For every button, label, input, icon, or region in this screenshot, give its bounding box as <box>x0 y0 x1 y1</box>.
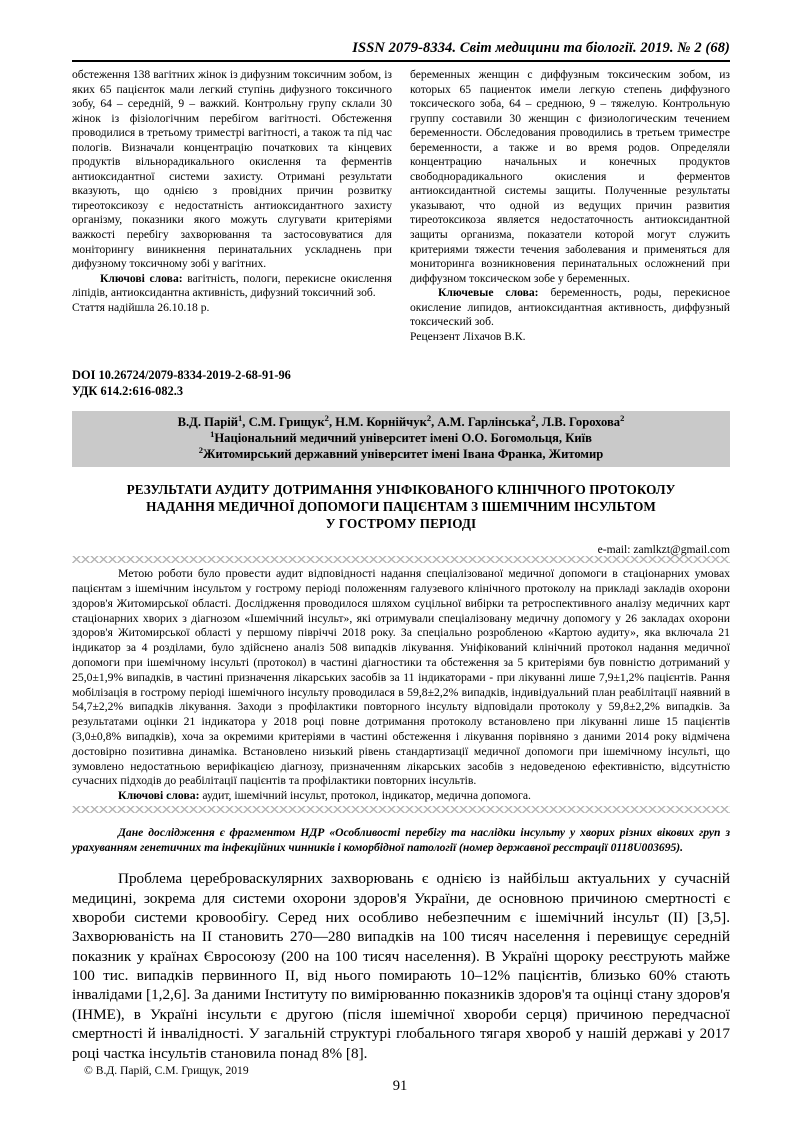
article-title-line-3: У ГОСТРОМУ ПЕРІОДІ <box>325 516 477 532</box>
main-abstract-keywords <box>72 789 730 804</box>
keywords-text-main: аудит, ішемічний інсульт, протокол, індикатор, медична допомога. <box>199 789 531 803</box>
keywords-label-ru: Ключевые слова: <box>438 286 539 300</box>
udc-line: УДК 614.2:616-082.3 <box>72 383 184 398</box>
keywords-label-main: Ключові слова: <box>118 789 200 803</box>
keywords-text-ru: беременность, роды, перекисное окисление липидов, антиоксидантная активность, диффузный токсический зоб. <box>410 286 730 329</box>
running-head-rule <box>72 60 730 62</box>
doi-line: DOI 10.26724/2079-8334-2019-2-68-91-96 <box>72 368 291 383</box>
zigzag-divider-bottom <box>72 806 730 813</box>
zigzag-divider-top <box>72 556 730 563</box>
running-head: ISSN 2079-8334. Світ медицини та біології. 2019. № 2 (68) <box>352 40 730 56</box>
article-title-line-2: НАДАННЯ МЕДИЧНОЇ ДОПОМОГИ ПАЦІЄНТАМ З ІШЕМІЧНИМ ІНСУЛЬТОМ <box>146 498 656 514</box>
reviewer-note: Рецензент Ліхачов В.К. <box>410 329 526 343</box>
abstract-uk-keywords <box>72 272 392 301</box>
article-title-line-1: РЕЗУЛЬТАТИ АУДИТУ ДОТРИМАННЯ УНІФІКОВАНОГО КЛІНІЧНОГО ПРОТОКОЛУ <box>126 481 676 497</box>
received-note: Стаття надійшла 26.10.18 р. <box>72 300 210 314</box>
keywords-label-uk: Ключові слова: <box>100 271 183 285</box>
funding-note <box>72 826 730 855</box>
contact-email: e-mail: zamlkzt@gmail.com <box>597 543 730 557</box>
abstract-uk-text: обстеження 138 вагітних жінок із дифузним токсичним зобом, із яких 65 пацієнток мали легкий ступінь дифузного токсичного зобу, 64 – середній, 9 – важкий. Контрольну групу склали 30 жінок із фізіологічним перебігом вагітності. Обстеження проводилися в третьому триместрі вагітності, а також та під час пологів. Визначали концентрацію початкових та кінцевих продуктів вільнорадикального окислення та ферментів антиоксидантної системи захисту. Отримані результати вказують, що однією з провідних причин розвитку тиреотоксикозу є недостатність антиоксидантного захисту організму, показники якого можуть слугувати критеріями важкості перебігу захворювання та застосовуватися для моніторингу виникнення перинатальних ускладнень при дифузному токсичному зобі у вагітних. <box>72 68 392 271</box>
abstract-column-ukrainian <box>72 68 392 344</box>
abstract-column-russian <box>410 68 730 344</box>
keywords-text-uk: вагітність, пологи, перекисне окислення ліпідів, антиоксидантна активність, дифузний токсичний зоб. <box>72 271 392 300</box>
article-title <box>72 481 730 532</box>
main-abstract <box>72 567 730 804</box>
main-abstract-text: Метою роботи було провести аудит відповідності надання спеціалізованої медичної допомоги в стаціонарних умовах пацієнтам з ішемічним інсультом у гострому періоді положенням галузевого клінічного протоколу на прикладі закладів охорони здоров'я Житомирської області. Дослідження проводилося шляхом суцільної вибірки та ретроспективного аналізу медичних карт стаціонарних хворих з діагнозом «Ішемічний інсульт», які отримували спеціалізовану медичну допомогу у 26 закладах охорони здоров'я Житомирської області у першому півріччі 2018 року. За спеціально розробленою «Картою аудиту», яка включала 21 індикатор за 4 розділами, було здійснено аналіз 508 випадків лікування. Уніфікований клінічний протокол надання медичної допомоги при ішемічному інсульті (протокол) в частині діагностики та обстеження за 5 критеріями був повністю дотриманий у 25,0±1,9% випадків, в частині призначення лікарських засобів за 11 індикаторами - при лікуванні лише 7,9±1,2% пацієнтів. Рання мобілізація в гострому періоді ішемічного інсульту проводилася в 59,8±2,2% випадків, індивідуальний план реабілітації наявний в 54,7±2,2% випадків лікування. Заходи з профілактики повторного інсульту відповідали протоколу у 59,8±2,2% випадків. За результатами оцінки 21 індикатора у 2018 році повне дотримання протоколу встановлено при лікуванні лише 15 пацієнтів (3,0±0,8% випадків), хоча за окремими критеріями в частині обстеження і лікування порівняно з даними 2014 року відмічена достовірно позитивна динаміка. Встановлено низький рівень стандартизації медичної допомоги при ішемічному інсульті, що зумовлено недостатньою верифікацією діагнозу, призначенням лікарських засобів з недоведеною ефективністю, відсутністю сучасних підходів до реабілітації пацієнтів та профілактики повторних інсультів. <box>72 567 730 788</box>
body-paragraph-1: Проблема цереброваскулярних захворювань є однією із найбільш актуальних у сучасній медицині, зокрема для системи охорони здоров'я України, де основною причиною смертності є хвороби системи кровообігу. Серед них особливо небезпечним є ішемічний інсульт (ІІ) [3,5]. Захворюваність на ІІ становить 270—280 випадків на 100 тисяч населення і перевищує середній показник у країнах Євросоюзу (200 на 100 тисяч населення). В Україні щороку реєструють майже 100 тис. випадків первинного ІІ, від нього помирають 10–12% пацієнтів, близько 60% стають інвалідами [1,2,6]. За даними Інституту по вимірюванню показників здоров'я та оцінці стану здоров'я (ІНМЕ), в Україні інсульти є другою (після ішемічної хвороби серця) причиною передчасної смертності й інвалідності. У загальній структурі глобального тягаря хвороб у нашій державі у 2017 році частка інсультів становила понад 8% [8]. <box>72 870 730 1062</box>
bilingual-abstract-block <box>72 68 730 344</box>
copyright-line: © В.Д. Парій, С.М. Грищук, 2019 <box>84 1064 249 1077</box>
abstract-ru-text: беременных женщин с диффузным токсическим зобом, из которых 65 пациенток имели легкую степень диффузного токсического зоба, 64 – среднюю, 9 – тяжелую. Контрольную группу составили 30 женщин с физиологическим течением беременности. Обследования проводились в третьем триместре беременности, а также и во время родов. Определяли концентрацию начальных и конечных продуктов свободнорадикального окисления и ферментов антиоксидантной системы защиты. Полученные результаты указывают, что одной из ведущих причин развития тиреотоксикоза является недостаточность антиоксидантной защиты организма, показатели которой могут служить критериями тяжести течения заболевания и применяться для мониторинга возникновения перинатальных осложнений при диффузном токсическом зобе у беременных. <box>410 68 730 285</box>
affiliation-2: $^2$Житомирський державний університет імені Івана Франка, Житомир <box>198 445 604 462</box>
abstract-ru-keywords <box>410 286 730 330</box>
author-affiliation-bar <box>72 411 730 467</box>
page-content <box>72 40 730 1063</box>
page-number: 91 <box>392 1078 408 1094</box>
article-body <box>72 869 730 1063</box>
author-names: В.Д. Парій$^1$, С.М. Грищук$^2$, Н.М. Корнійчук$^2$, А.М. Гарлінська$^2$, Л.В. Горохова$^2$ <box>177 412 625 429</box>
doi-udc-block <box>72 368 730 398</box>
affiliation-1: $^1$Національний медичний університет імені О.О. Богомольця, Київ <box>210 428 592 445</box>
funding-note-text: Дане дослідження є фрагментом НДР «Особливості перебігу та наслідки інсульту у хворих різних вікових груп з урахуванням генетичних та інфекційних чинників і коморбідної патології (номер державної ресстрації 0118U003695). <box>72 825 730 854</box>
